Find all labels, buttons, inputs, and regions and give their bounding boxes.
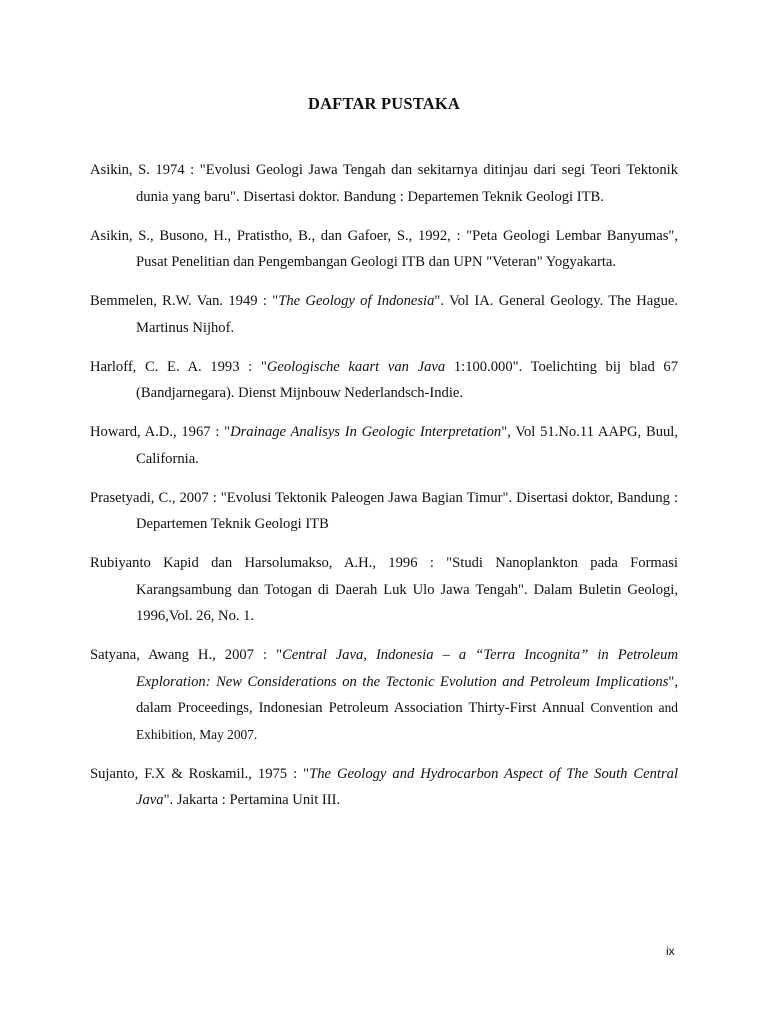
reference-text: Harloff, C. E. A. 1993 : " — [90, 358, 267, 375]
reference-text: ". Jakarta : Pertamina Unit III. — [163, 792, 341, 808]
reference-italic-title: The Geology of Indonesia — [278, 293, 435, 309]
reference-text: ", Vol 51.No.11 AAPG, Buul, California. — [136, 424, 678, 467]
reference-text: Sujanto, F.X & Roskamil., 1975 : " — [90, 765, 310, 782]
reference-text: ". Vol IA. General Geology. The Hague. Martinus Nijhof. — [136, 293, 679, 336]
reference-italic-title: Drainage Analisys In Geologic Interpretation — [230, 424, 502, 440]
page-number: ix — [666, 944, 675, 958]
reference-entry: Asikin, S., Busono, H., Pratistho, B., dan Gafoer, S., 1992, : "Peta Geologi Lembar Banyumas", Pusat Penelitian dan Pengembangan Geologi ITB dan UPN "Veteran" Yogyakarta. — [90, 227, 678, 270]
reference-italic-title: Geologische kaart van Java — [266, 358, 446, 375]
reference-text: Satyana, Awang H., 2007 : " — [90, 647, 283, 663]
reference-entry: Prasetyadi, C., 2007 : "Evolusi Tektonik Paleogen Jawa Bagian Timur". Disertasi doktor, Bandung : Departemen Teknik Geologi ITB — [90, 489, 678, 532]
reference-entry — [90, 354, 678, 407]
reference-italic-title: Central Java, Indonesia – a “Terra Incognita” in Petroleum Exploration: New Considerations on the Tectonic Evolution and Petroleum Implications — [136, 647, 678, 690]
reference-entry — [90, 288, 678, 341]
reference-italic-title: The Geology and Hydrocarbon Aspect of The South Central Java — [136, 765, 679, 808]
page-title: DAFTAR PUSTAKA — [307, 94, 461, 113]
reference-list — [90, 157, 678, 826]
reference-entry — [90, 419, 678, 472]
reference-text: Bemmelen, R.W. Van. 1949 : " — [90, 293, 279, 309]
reference-text: Convention and Exhibition, May 2007. — [136, 700, 679, 742]
reference-text: 1:100.000". Toelichting bij blad 67 (Bandjarnegara). Dienst Mijnbouw Nederlandsch-Indie. — [136, 358, 678, 401]
reference-text: Howard, A.D., 1967 : " — [90, 424, 231, 440]
reference-text: ", dalam Proceedings, Indonesian Petroleum Association Thirty-First Annual — [136, 673, 678, 716]
reference-entry — [90, 761, 678, 814]
reference-entry: Rubiyanto Kapid dan Harsolumakso, A.H., 1996 : "Studi Nanoplankton pada Formasi Karangsambung dan Totogan di Daerah Luk Ulo Jawa Tengah". Dalam Buletin Geologi, 1996,Vol. 26, No. 1. — [90, 555, 678, 624]
reference-entry — [90, 642, 678, 748]
reference-entry: Asikin, S. 1974 : "Evolusi Geologi Jawa Tengah dan sekitarnya ditinjau dari segi Teori Tektonik dunia yang baru". Disertasi doktor. Bandung : Departemen Teknik Geologi ITB. — [90, 162, 678, 205]
